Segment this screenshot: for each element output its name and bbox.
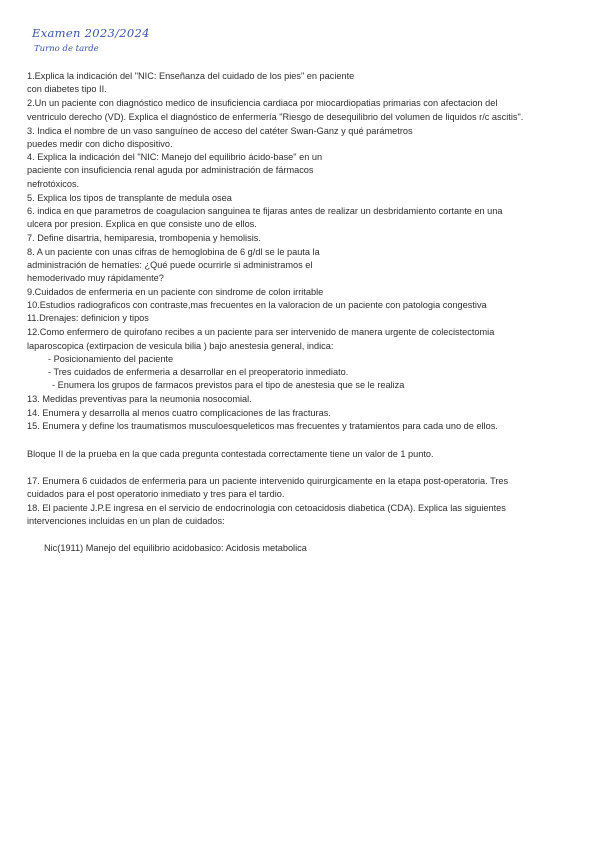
question-12-line-2: laparoscopica (extirpacion de vesicula bilia ) bajo anestesia general, indica: [27, 341, 334, 351]
question-6-line-2: ulcera por presion. Explica en que consiste uno de ellos. [27, 219, 257, 229]
question-3-line-2: puedes medir con dicho dispositivo. [27, 139, 173, 149]
question-4-line-1: 4. Explica la indicación del "NIC: Manejo del equilibrio ácido-base" en un [27, 152, 323, 162]
question-12-bullet-3: - Enumera los grupos de farmacos previstos para el tipo de anestesia que se le realiza [52, 380, 405, 390]
question-1-line-2: con diabetes tipo II. [27, 84, 107, 94]
question-8-line-1: 8. A un paciente con unas cifras de hemoglobina de 6 g/dl se le pauta la [27, 247, 320, 257]
handwritten-title: Examen 2023/2024 [32, 26, 150, 40]
question-1-line-1: 1.Explica la indicación del "NIC: Enseñanza del cuidado de los pies" en paciente [27, 71, 355, 81]
question-12-bullet-1: - Posicionamiento del paciente [48, 354, 174, 364]
question-10: 10.Estudios radiograficos con contraste,mas frecuentes en la valoracion de un paciente con patologia congestiva [27, 300, 487, 310]
question-11: 11.Drenajes: definicion y tipos [27, 313, 149, 323]
question-13: 13. Medidas preventivas para la neumonia nosocomial. [27, 394, 252, 404]
question-8-line-2: administración de hematíes: ¿Qué puede ocurrirle si administramos el [27, 260, 313, 270]
question-15: 15. Enumera y define los traumatismos musculoesqueleticos mas frecuentes y tratamientos para cada uno de ellos. [27, 421, 498, 431]
question-2-line-1: 2.Un un paciente con diagnóstico medico de insuficiencia cardiaca por miocardiopatias primarias con afectacion del [27, 98, 498, 108]
question-18-line-2: intervenciones incluidas en un plan de cuidados: [27, 516, 225, 526]
question-7: 7. Define disartria, hemiparesia, trombopenia y hemolisis. [27, 233, 261, 243]
handwritten-subtitle: Turno de tarde [34, 44, 99, 54]
question-6-line-1: 6. indica en que parametros de coagulacion sanguinea te fijaras antes de realizar un desbridamiento cortante en una [27, 206, 503, 216]
question-12-line-1: 12.Como enfermero de quirofano recibes a un paciente para ser intervenido de manera urgente de colecistectomia [27, 327, 495, 337]
question-5: 5. Explica los tipos de transplante de medula osea [27, 193, 232, 203]
question-4-line-2: paciente con insuficiencia renal aguda por administración de fármacos [27, 165, 314, 175]
nic-1911-item: Nic(1911) Manejo del equilibrio acidobasico: Acidosis metabolica [44, 543, 307, 553]
question-12-bullet-2: - Tres cuidados de enfermeria a desarrollar en el preoperatorio inmediato. [48, 367, 349, 377]
question-17-line-2: cuidados para el post operatorio inmediato y tres para el tardio. [27, 489, 285, 499]
question-14: 14. Enumera y desarrolla al menos cuatro complicaciones de las fracturas. [27, 408, 331, 418]
question-8-line-3: hemoderivado muy rápidamente? [27, 273, 164, 283]
question-17-line-1: 17. Enumera 6 cuidados de enfermeria para un paciente intervenido quirurgicamente en la etapa post-operatoria. Tres [27, 476, 509, 486]
question-18-line-1: 18. El paciente J.P.E ingresa en el servicio de endocrinologia con cetoacidosis diabetica (CDA). Explica las siguientes [27, 503, 506, 513]
question-2-line-2: ventriculo derecho (VD). Explica el diagnóstico de enfermería "Riesgo de desequilibrio del volumen de liquidos r/c ascitis". [27, 112, 524, 122]
question-9: 9.Cuidados de enfermeria en un paciente con sindrome de colon irritable [27, 287, 324, 297]
question-4-line-3: nefrotóxicos. [27, 179, 80, 189]
block-ii-note: Bloque II de la prueba en la que cada pregunta contestada correctamente tiene un valor de 1 punto. [27, 449, 434, 459]
question-3-line-1: 3. Indica el nombre de un vaso sanguíneo de acceso del catéter Swan-Ganz y qué parámetros [27, 126, 413, 136]
